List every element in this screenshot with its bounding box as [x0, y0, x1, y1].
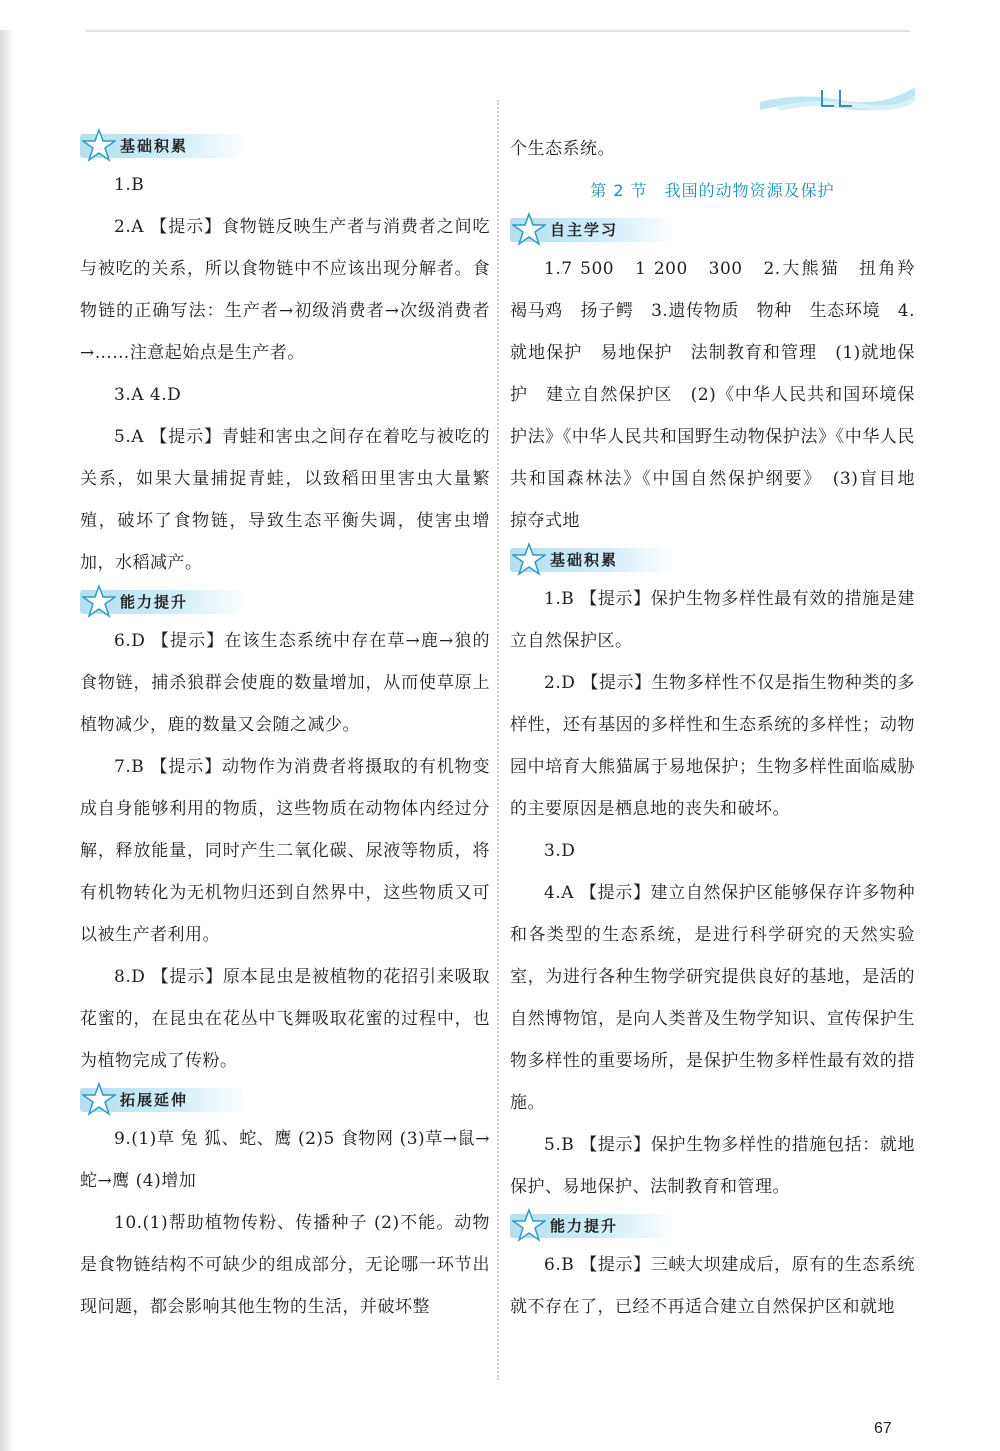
section-header-label: 拓展延伸 — [120, 1091, 189, 1109]
right-column — [510, 128, 933, 1328]
answer-item: 10.(1)帮助植物传粉、传播种子 (2)不能。动物是食物链结构不可缺少的组成部分，无论哪一环节出现问题，都会影响其他生物的生活，并破坏整 — [80, 1213, 490, 1317]
left-column — [80, 128, 490, 1328]
answer-item: 6.B 【提示】三峡大坝建成后，原有的生态系统就不存在了，已经不再适合建立自然保护区和就地 — [510, 1255, 915, 1317]
star-icon — [512, 212, 546, 246]
section-title: 第 2 节 我国的动物资源及保护 — [590, 181, 835, 200]
continued-text: 个生态系统。 — [510, 139, 615, 159]
section-header-label: 自主学习 — [550, 221, 619, 239]
section-header-label: 基础积累 — [120, 137, 189, 155]
answer-item: 6.D 【提示】在该生态系统中存在草→鹿→狼的食物链，捕杀狼群会使鹿的数量增加，从而使草原上植物减少，鹿的数量又会随之减少。 — [80, 631, 490, 735]
page-edge-shadow — [0, 30, 14, 1451]
answer-item: 3.D — [544, 841, 576, 861]
answer-item: 3.A 4.D — [114, 385, 182, 405]
section-header-ability — [510, 1214, 675, 1238]
page-number: 67 — [874, 1420, 892, 1437]
answer-item: 7.B 【提示】动物作为消费者将摄取的有机物变成自身能够利用的物质，这些物质在动物体内经过分解，释放能量，同时产生二氧化碳、尿液等物质，将有机物转化为无机物归还到自然界中，这些物质又可以被生产者利用。 — [80, 757, 490, 945]
star-icon — [512, 1208, 546, 1242]
answer-item: 9.(1)草 兔 狐、蛇、鹰 (2)5 食物网 (3)草→鼠→蛇→鹰 (4)增加 — [80, 1129, 490, 1191]
section-header-extend — [80, 1088, 245, 1112]
answer-item: 4.A 【提示】建立自然保护区能够保存许多物种和各类型的生态系统，是进行科学研究的天然实验室，为进行各种生物学研究提供良好的基地，是活的自然博物馆，是向人类普及生物学知识、宣传保护生物多样性的重要场所，是保护生物多样性最有效的措施。 — [510, 883, 915, 1113]
star-icon — [82, 1082, 116, 1116]
section-header-self-study — [510, 218, 675, 242]
answer-item: 2.A 【提示】食物链反映生产者与消费者之间吃与被吃的关系，所以食物链中不应该出现分解者。食物链的正确写法：生产者→初级消费者→次级消费者→……注意起始点是生产者。 — [80, 217, 490, 363]
section-header-label: 基础积累 — [550, 551, 619, 569]
header-decoration — [760, 82, 915, 114]
star-icon — [82, 128, 116, 162]
answer-item: 1.B — [114, 175, 145, 195]
answer-item: 5.A 【提示】青蛙和害虫之间存在着吃与被吃的关系，如果大量捕捉青蛙，以致稻田里害虫大量繁殖，破坏了食物链，导致生态平衡失调，使害虫增加，水稻减产。 — [80, 427, 490, 573]
star-icon — [512, 542, 546, 576]
section-header-basic — [510, 548, 675, 572]
section-header-ability — [80, 590, 245, 614]
section-header-basic — [80, 134, 245, 158]
section-header-label: 能力提升 — [550, 1217, 619, 1235]
answer-item: 5.B 【提示】保护生物多样性的措施包括：就地保护、易地保护、法制教育和管理。 — [510, 1135, 915, 1197]
star-icon — [82, 584, 116, 618]
answer-item: 2.D 【提示】生物多样性不仅是指生物种类的多样性，还有基因的多样性和生态系统的多样性；动物园中培育大熊猫属于易地保护；生物多样性面临威胁的主要原因是栖息地的丧失和破坏。 — [510, 673, 915, 819]
column-divider — [497, 100, 499, 1380]
top-rule — [86, 30, 910, 32]
answer-item: 1.B 【提示】保护生物多样性最有效的措施是建立自然保护区。 — [510, 589, 915, 651]
section-header-label: 能力提升 — [120, 593, 189, 611]
answer-item: 1.7 500 1 200 300 2.大熊猫 扭角羚 褐马鸡 扬子鳄 3.遗传物质 物种 生态环境 4.就地保护 易地保护 法制教育和管理 (1)就地保护 建立自然保护区 (2)《中华人民共和国环境保护法》《中华人民共和国野生动物保护法》《中华人民共和国森林法》《中国自然保护纲要》 (3)盲目地 掠夺式地 — [510, 259, 933, 531]
answer-item: 8.D 【提示】原本昆虫是被植物的花招引来吸取花蜜的，在昆虫在花丛中飞舞吸取花蜜的过程中，也为植物完成了传粉。 — [80, 967, 490, 1071]
